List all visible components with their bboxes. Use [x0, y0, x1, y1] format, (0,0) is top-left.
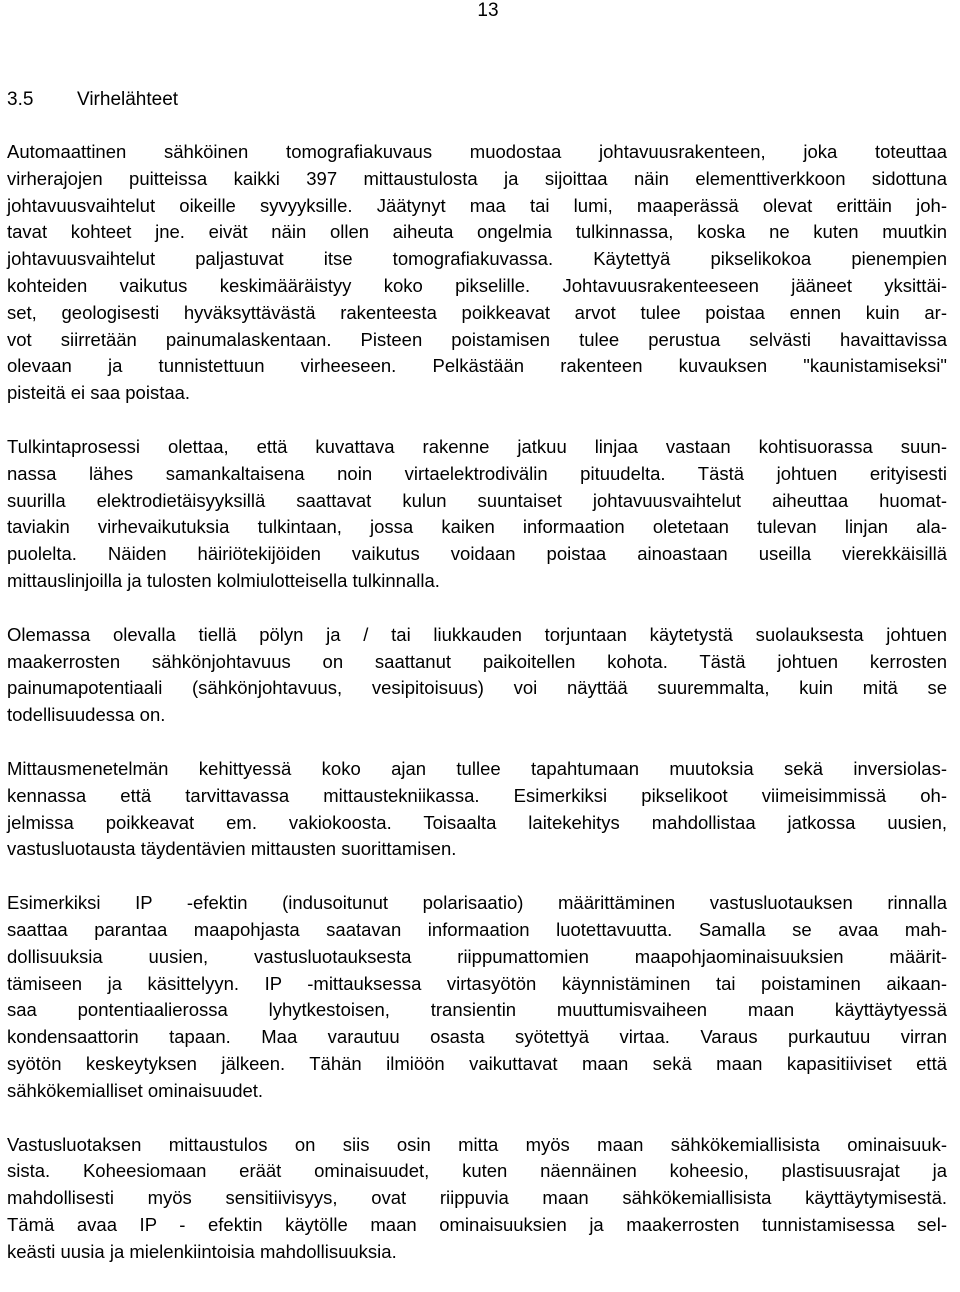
- text-line: sista. Koheesiomaan eräät ominaisuudet, kuten näennäinen koheesio, plastisuusrajat ja: [7, 1160, 947, 1182]
- text-line: mittauslinjoilla ja tulosten kolmiulotteisella tulkinnalla.: [7, 569, 440, 591]
- text-line: set, geologisesti hyväksyttävästä rakenteesta poikkeavat arvot tulee poistaa ennen kuin ar-: [7, 301, 947, 323]
- text-line: jelmissa poikkeavat em. vakiokoosta. Toisaalta laitekehitys mahdollistaa jatkossa uusien,: [7, 811, 947, 833]
- text-line: Vastusluotaksen mittaustulos on siis osin mitta myös maan sähkökemiallisista ominaisuuk-: [7, 1133, 947, 1155]
- text-line: mahdollisesti myös sensitiivisyys, ovat riippuvia maan sähkökemiallisista käyttäytymisestä.: [7, 1187, 947, 1209]
- text-line: puolelta. Näiden häiriötekijöiden vaikutus voidaan poistaa ainoastaan useilla vierekkäisillä: [7, 543, 947, 565]
- text-line: pisteitä ei saa poistaa.: [7, 382, 191, 404]
- paragraph: [7, 1132, 947, 1266]
- text-line: painumapotentiaali (sähkönjohtavuus, vesipitoisuus) voi näyttää suuremmalta, kuin mitä se: [7, 677, 947, 699]
- text-line: tämiseen ja käsittelyyn. IP -mittauksessa virtasyötön käynnistäminen tai poistaminen aikaan-: [7, 972, 947, 994]
- section-title: Virhelähteet: [77, 89, 179, 110]
- text-line: Olemassa olevalla tiellä pölyn ja / tai liukkauden torjuntaan käytetystä suolauksesta johtuen: [7, 623, 947, 645]
- text-line: virherajojen puitteissa kaikki 397 mittaustulosta ja sijoittaa näin elementtiverkkoon sidottuna: [7, 167, 947, 189]
- text-line: Mittausmenetelmän kehittyessä koko ajan tullee tapahtumaan muutoksia sekä inversiolas-: [7, 757, 947, 779]
- text-line: kohteiden vaikutus keskimääräistyy koko pikselille. Johtavuusrakenteeseen jääneet yksittäi-: [7, 274, 947, 296]
- text-line: vastusluotausta täydentävien mittausten suorittamisen.: [7, 838, 457, 860]
- text-line: suurilla elektrodietäisyyksillä saattavat kulun suuntaiset johtavuusvaihtelut aiheuttaa huomat-: [7, 489, 947, 511]
- text-line: nassa lähes samankaltaisena noin virtaelektrodivälin pituudelta. Tästä johtuen erityisesti: [7, 462, 947, 484]
- text-line: saa pontentiaalierossa lyhytkestoisen, transientin muuttumisvaiheen maan käyttäytyessä: [7, 999, 947, 1021]
- text-line: Tämä avaa IP - efektin käytölle maan ominaisuuksien ja maakerrosten tunnistamisessa sel-: [7, 1213, 947, 1235]
- paragraph: [7, 756, 947, 863]
- paragraph: [7, 434, 947, 595]
- paragraph: [7, 622, 947, 729]
- page-number: 13: [477, 0, 499, 21]
- text-line: johtavuusvaihtelut paljastuvat itse tomografiakuvassa. Käytettyä pikselikokoa pienempien: [7, 248, 947, 270]
- text-line: olevaan ja tunnistettuun virheeseen. Pelkästään rakenteen kuvauksen "kaunistamiseksi": [7, 355, 947, 377]
- text-line: tavat kohteet jne. eivät näin ollen aiheuta ongelmia tulkinnassa, koska ne kuten muutkin: [7, 221, 947, 243]
- body-text: [7, 139, 947, 1292]
- text-line: saattaa parantaa maapohjasta saatavan informaation luotettavuutta. Samalla se avaa mah-: [7, 918, 947, 940]
- text-line: Tulkintaprosessi olettaa, että kuvattava rakenne jatkuu linjaa vastaan kohtisuorassa suun-: [7, 435, 947, 457]
- text-line: syötön keskeytyksen jälkeen. Tähän ilmiöön vaikuttavat maan sekä maan kapasitiiviset että: [7, 1052, 947, 1074]
- section-number: 3.5: [7, 89, 34, 110]
- text-line: johtavuusvaihtelut oikeille syvyyksille. Jäätynyt maa tai lumi, maaperässä olevat erittäin joh-: [7, 194, 947, 216]
- text-line: keästi uusia ja mielenkiintoisia mahdollisuuksia.: [7, 1240, 397, 1262]
- text-line: dollisuuksia uusien, vastusluotauksesta riippumattomien maapohjaominaisuuksien määrit-: [7, 945, 947, 967]
- text-line: maakerrosten sähkönjohtavuus on saattanut paikoitellen kohota. Tästä johtuen kerrosten: [7, 650, 947, 672]
- text-line: kondensaattorin tapaan. Maa varautuu osasta syötettyä virtaa. Varaus purkautuu virran: [7, 1026, 947, 1048]
- text-line: taviakin virhevaikutuksia tulkintaan, jossa kaiken informaation oletetaan tulevan linjan ala-: [7, 516, 947, 538]
- text-line: vot siirretään painumalaskentaan. Pisteen poistamisen tulee perustua selvästi havaittavissa: [7, 328, 947, 350]
- section-heading: [7, 88, 178, 112]
- text-line: Esimerkiksi IP -efektin (indusoitunut polarisaatio) määrittäminen vastusluotauksen rinnalla: [7, 892, 947, 914]
- paragraph: [7, 139, 947, 407]
- text-line: sähkökemialliset ominaisuudet.: [7, 1079, 264, 1101]
- text-line: Automaattinen sähköinen tomografiakuvaus muodostaa johtavuusrakenteen, joka toteuttaa: [7, 141, 947, 162]
- paragraph: [7, 890, 947, 1104]
- text-line: kennassa että tarvittavassa mittaustekniikassa. Esimerkiksi pikselikoot viimeisimmissä oh-: [7, 784, 947, 806]
- text-line: todellisuudessa on.: [7, 704, 166, 726]
